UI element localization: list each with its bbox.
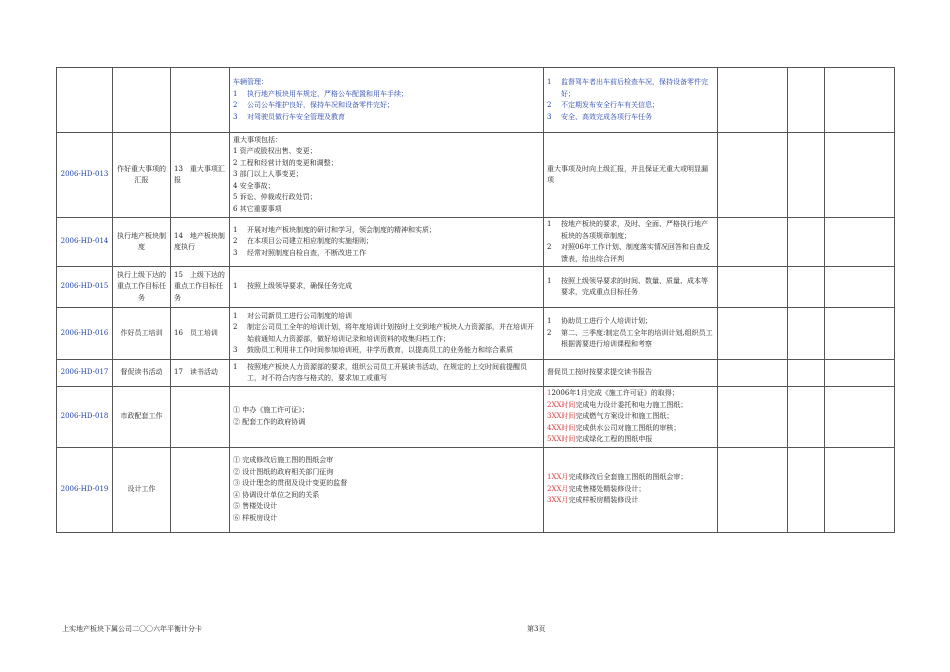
- list-line: [233, 225, 540, 237]
- list-line: [233, 248, 540, 260]
- line-number: 3: [233, 248, 238, 257]
- list-line: [547, 219, 714, 242]
- line-date: XX时间: [551, 400, 576, 409]
- row-detail: [230, 447, 544, 532]
- line-date: XX月: [551, 496, 569, 505]
- list-line: [547, 100, 714, 112]
- line-text: 完成样板房精装修设计: [568, 496, 639, 505]
- row-detail: [230, 133, 544, 218]
- line-text: 制定公司员工全年的培训计划，将年度培训计划按时上交到地产板块人力资源部，并在培训开始前通知人力资源部，做好培训记录和培训资料的收集归档工作；: [247, 323, 534, 343]
- row-code: 2006-HD-019: [57, 447, 113, 532]
- empty-cell: [718, 360, 788, 387]
- list-line: [233, 490, 540, 502]
- empty-cell: [825, 267, 895, 308]
- line-text: ④ 协调设计单位之间的关系: [233, 490, 320, 499]
- line-text: ⑥ 样板房设计: [233, 513, 278, 522]
- footer-title: 上实地产板块下属公司二〇〇六年平衡计分卡: [62, 625, 202, 633]
- line-text: 安全、高效完成各项行车任务: [561, 112, 652, 121]
- row-item: 14 地产板块制度执行: [171, 218, 230, 267]
- line-text: 对照06年工作计划、制度落实情况回答和自查反馈表，给出综合评判: [561, 243, 710, 263]
- row-standard: [544, 218, 718, 267]
- line-number: 1: [547, 220, 552, 228]
- list-line: [547, 423, 714, 435]
- line-text: ② 设计图纸的政府相关部门征询: [233, 467, 334, 476]
- line-text: 车辆管理：: [233, 78, 268, 86]
- line-number: 1: [233, 282, 238, 291]
- row-detail: [230, 308, 544, 360]
- line-text: 完成燃气方案设计和施工图纸；: [575, 412, 674, 420]
- row-item: [171, 447, 230, 532]
- line-number: 1: [547, 473, 552, 482]
- list-line: [233, 417, 540, 429]
- list-line: [547, 112, 714, 124]
- line-text: 监督驾车者出车前后检查车况，保持设备零件完好；: [561, 78, 708, 98]
- list-line: [547, 484, 714, 496]
- line-text: 公司公车维护良好，保持车况和设备零件完好；: [247, 101, 394, 109]
- table-row: [57, 218, 895, 267]
- line-text: 2006年1月完成《施工许可证》的取得；: [551, 389, 679, 397]
- empty-cell: [788, 447, 825, 532]
- table-row: [57, 68, 895, 133]
- empty-cell: [825, 447, 895, 532]
- table-row: [57, 267, 895, 308]
- row-name: 作好员工培训: [113, 308, 171, 360]
- line-text: 开展对地产板块制度的研讨和学习，领会制度的精神和实质；: [247, 225, 436, 234]
- row-standard: [544, 267, 718, 308]
- list-line: [233, 478, 540, 490]
- line-text: ⑤ 售楼处设计: [233, 502, 278, 510]
- row-standard: [544, 68, 718, 133]
- line-text: 执行地产板块用车规定，严格公车配置和用车手续；: [247, 89, 408, 98]
- line-number: 1: [547, 78, 552, 86]
- line-number: 1: [233, 89, 238, 98]
- row-detail: [230, 387, 544, 448]
- line-text: 完成供水公司对施工图纸的审核；: [575, 423, 681, 432]
- line-date: XX时间: [551, 423, 576, 432]
- row-code: 2006-HD-015: [57, 267, 113, 308]
- line-date: XX时间: [551, 435, 576, 443]
- list-line: [233, 362, 540, 385]
- line-date: XX时间: [551, 412, 576, 420]
- list-line: [233, 89, 540, 101]
- line-number: 3: [233, 112, 238, 121]
- list-line: [547, 400, 714, 412]
- empty-cell: [825, 68, 895, 133]
- empty-cell: [788, 308, 825, 360]
- empty-cell: [825, 133, 895, 218]
- line-text: 对驾驶员做行车安全管理及教育: [247, 112, 345, 121]
- row-code: [57, 68, 113, 133]
- line-text: 鼓励员工利用非工作时间参加培训班，非学历教育，以提高员工的业务能力和综合素质: [247, 346, 513, 354]
- list-line: [233, 135, 540, 147]
- row-name: 作好重大事项的汇报: [113, 133, 171, 218]
- table-row: [57, 360, 895, 387]
- line-number: 3: [547, 496, 552, 505]
- list-line: [233, 146, 540, 158]
- line-text: ① 完成修改后施工图的图纸会审: [233, 456, 334, 464]
- list-line: [547, 495, 714, 507]
- empty-cell: [788, 387, 825, 448]
- empty-cell: [788, 360, 825, 387]
- list-line: [233, 322, 540, 345]
- line-text: 按地产板块的要求，及时、全面、严格执行地产板块的各项规章制度；: [561, 220, 708, 240]
- list-line: [233, 77, 540, 89]
- list-line: [547, 328, 714, 351]
- line-number: 2: [547, 243, 552, 251]
- list-line: [547, 472, 714, 484]
- line-text: 完成修改后全套施工图纸的图纸会审；: [568, 473, 688, 482]
- line-text: 重大事项包括：: [233, 135, 282, 144]
- line-text: 完成售楼处精装修设计；: [568, 484, 646, 493]
- line-text: 重大事项及时向上级汇报，并且保证无重大或明显漏项: [547, 164, 708, 184]
- list-line: [233, 204, 540, 216]
- line-text: 经常对照制度自检自查，不断改进工作: [247, 248, 366, 257]
- line-number: 2: [233, 237, 238, 246]
- row-item: 13 重大事项汇报: [171, 133, 230, 218]
- empty-cell: [788, 68, 825, 133]
- empty-cell: [718, 387, 788, 448]
- list-line: [233, 311, 540, 323]
- line-number: 1: [547, 317, 552, 326]
- line-number: 1: [233, 362, 238, 371]
- line-number: 1: [233, 311, 238, 320]
- list-line: [547, 77, 714, 100]
- empty-cell: [718, 218, 788, 267]
- list-line: [233, 405, 540, 417]
- row-standard: [544, 387, 718, 448]
- line-text: ① 申办《施工许可证》；: [233, 406, 309, 415]
- empty-cell: [788, 267, 825, 308]
- line-number: 2: [547, 484, 552, 493]
- line-number: 2: [233, 323, 238, 331]
- list-line: [233, 455, 540, 467]
- line-text: 督促员工按时按要求提交读书报告: [547, 368, 652, 377]
- line-number: 1: [547, 276, 552, 285]
- row-standard: [544, 133, 718, 218]
- row-detail: [230, 267, 544, 308]
- row-standard: [544, 447, 718, 532]
- line-text: 3 部门以上人事变更；: [233, 170, 303, 179]
- empty-cell: [825, 360, 895, 387]
- row-name: 市政配套工作: [113, 387, 171, 448]
- line-text: 1 资产或股权出售、变更；: [233, 147, 317, 156]
- list-line: [233, 169, 540, 181]
- row-name: [113, 68, 171, 133]
- line-text: ③ 设计理念的贯彻及设计变更的监督: [233, 479, 348, 487]
- line-text: 按照上级领导要求的时间、数量、质量、成本等要求，完成重点目标任务: [561, 276, 708, 296]
- table-row: [57, 447, 895, 532]
- line-text: ② 配套工作的政府协调: [233, 417, 306, 426]
- line-number: 2: [547, 328, 552, 337]
- empty-cell: [788, 218, 825, 267]
- row-code: 2006-HD-017: [57, 360, 113, 387]
- line-text: 完成电力设计委托和电力施工图纸；: [575, 400, 688, 409]
- list-line: [233, 345, 540, 357]
- row-standard: [544, 308, 718, 360]
- page-number: 第3页: [527, 625, 546, 633]
- list-line: [233, 158, 540, 170]
- line-date: XX月: [551, 473, 569, 482]
- line-number: 4: [547, 423, 552, 432]
- empty-cell: [718, 133, 788, 218]
- row-detail: [230, 360, 544, 387]
- list-line: [233, 281, 540, 293]
- empty-cell: [718, 308, 788, 360]
- table-row: [57, 308, 895, 360]
- line-number: 1: [547, 389, 552, 397]
- line-text: 在本项目公司建立相应制度的实施细则；: [247, 237, 373, 246]
- row-code: 2006-HD-013: [57, 133, 113, 218]
- line-text: 对公司新员工进行公司制度的培训: [247, 311, 352, 320]
- line-number: 2: [547, 101, 552, 109]
- line-number: 2: [547, 400, 552, 409]
- list-line: [233, 112, 540, 124]
- row-name: 设计工作: [113, 447, 171, 532]
- row-name: 执行地产板块制度: [113, 218, 171, 267]
- line-number: 2: [233, 101, 238, 109]
- row-detail: [230, 218, 544, 267]
- line-number: 1: [233, 225, 238, 234]
- table-row: [57, 387, 895, 448]
- row-code: 2006-HD-018: [57, 387, 113, 448]
- list-line: [547, 434, 714, 446]
- list-line: [547, 316, 714, 328]
- table-row: [57, 133, 895, 218]
- list-line: [547, 164, 714, 187]
- line-number: 5: [547, 435, 552, 443]
- empty-cell: [718, 68, 788, 133]
- row-name: 执行上级下达的重点工作目标任务: [113, 267, 171, 308]
- list-line: [233, 467, 540, 479]
- empty-cell: [788, 133, 825, 218]
- line-text: 不定期发布安全行车有关信息；: [561, 101, 659, 109]
- line-text: 完成绿化工程的图纸申报: [575, 435, 653, 443]
- list-line: [547, 367, 714, 379]
- row-standard: [544, 360, 718, 387]
- line-number: 3: [547, 412, 552, 420]
- line-text: 5 诉讼、仲裁或行政处罚；: [233, 193, 317, 202]
- line-text: 4 安全事故；: [233, 181, 275, 190]
- line-text: 按照上级领导要求，确保任务完成: [247, 282, 352, 291]
- empty-cell: [718, 447, 788, 532]
- line-text: 协助员工进行个人培训计划；: [561, 317, 652, 326]
- row-name: 督促读书活动: [113, 360, 171, 387]
- row-item: 15 上级下达的重点工作目标任务: [171, 267, 230, 308]
- list-line: [547, 388, 714, 400]
- list-line: [547, 276, 714, 299]
- line-text: 2 工程和经营计划的变更和调整；: [233, 158, 338, 167]
- row-item: [171, 68, 230, 133]
- row-code: 2006-HD-014: [57, 218, 113, 267]
- list-line: [233, 181, 540, 193]
- empty-cell: [718, 267, 788, 308]
- empty-cell: [825, 387, 895, 448]
- row-item: 17 读书活动: [171, 360, 230, 387]
- line-date: XX月: [551, 484, 569, 493]
- list-line: [233, 236, 540, 248]
- list-line: [547, 411, 714, 423]
- row-detail: [230, 68, 544, 133]
- list-line: [233, 192, 540, 204]
- empty-cell: [825, 218, 895, 267]
- list-line: [233, 501, 540, 513]
- row-code: 2006-HD-016: [57, 308, 113, 360]
- line-text: 按照地产板块人力资源部的要求，组织公司员工开展读书活动，在规定的上交时间前提醒员工，对不符合内容与格式的，要求加工或重写: [247, 362, 527, 382]
- line-number: 3: [547, 112, 552, 121]
- empty-cell: [825, 308, 895, 360]
- line-number: 3: [233, 346, 238, 354]
- row-item: [171, 387, 230, 448]
- line-text: 6 其它重要事项: [233, 204, 282, 213]
- balanced-scorecard-table: [56, 67, 895, 533]
- list-line: [233, 513, 540, 525]
- line-text: 第二、三季度:制定员工全年的培训计划,组织员工根据需要进行培训课程和考察: [561, 328, 713, 349]
- row-item: 16 员工培训: [171, 308, 230, 360]
- list-line: [547, 242, 714, 265]
- list-line: [233, 100, 540, 112]
